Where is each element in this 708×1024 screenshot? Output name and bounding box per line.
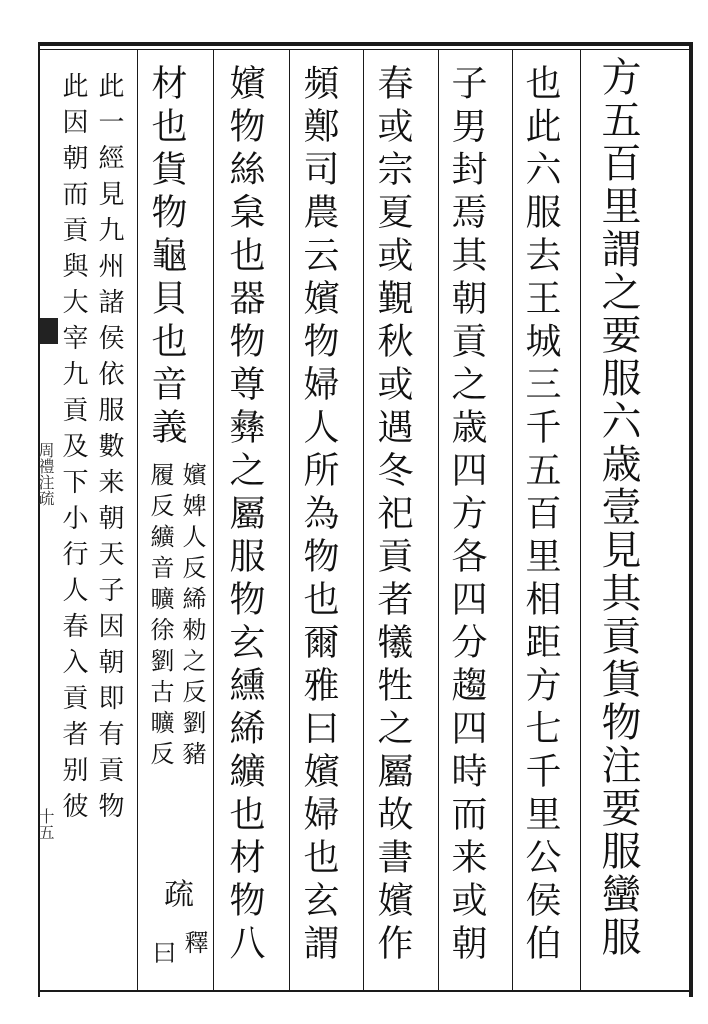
text-column-8-left: 此因朝而貢與大宰九貢及下小行人春入貢者别彼	[58, 72, 88, 828]
text-column-6: 嬪物絲枲也器物尊彝之屬服物玄纁絺纊也材物八	[224, 64, 265, 967]
fishtail-mark	[40, 318, 58, 344]
left-border-rule	[38, 42, 40, 997]
column-divider	[289, 50, 290, 990]
text-column-3: 子男封焉其朝貢之歳四方各四分趨四時而来或朝	[446, 64, 487, 967]
shu-marker: 疏	[158, 878, 193, 915]
text-column-8-right: 此一經見九州諸侯依服數来朝天子因朝即有貢物	[94, 72, 124, 828]
column-divider	[137, 50, 138, 990]
top-border-rule	[38, 42, 693, 46]
column-divider	[580, 50, 581, 990]
column-divider	[363, 50, 364, 990]
page-number: 十五	[36, 808, 55, 840]
yue-character: 曰	[148, 940, 176, 971]
commentary-line-right: 嬪婢人反絺勑之反劉豬	[178, 462, 206, 772]
text-column-4: 春或宗夏或覲秋或遇冬祀貢者犧牲之屬故書嬪作	[372, 64, 413, 967]
text-column-7-main: 材也貨物龜貝也音義	[146, 64, 187, 451]
text-column-1: 方五百里謂之要服六歳壹見其貢貨物注要服蠻服	[595, 56, 641, 959]
text-column-2: 也此六服去王城三千五百里相距方七千里公侯伯	[520, 64, 561, 967]
text-column-5: 頻鄭司農云嬪物婦人所為物也爾雅曰嬪婦也玄謂	[298, 64, 339, 967]
commentary-line-left: 履反纊音曠徐劉古曠反	[146, 462, 174, 772]
shi-character: 釋	[180, 930, 208, 961]
column-divider	[438, 50, 439, 990]
bottom-border-rule	[38, 990, 693, 992]
book-title-margin: 周禮注疏	[36, 442, 55, 506]
column-divider	[213, 50, 214, 990]
column-divider	[512, 50, 513, 990]
right-border-rule	[689, 42, 693, 997]
